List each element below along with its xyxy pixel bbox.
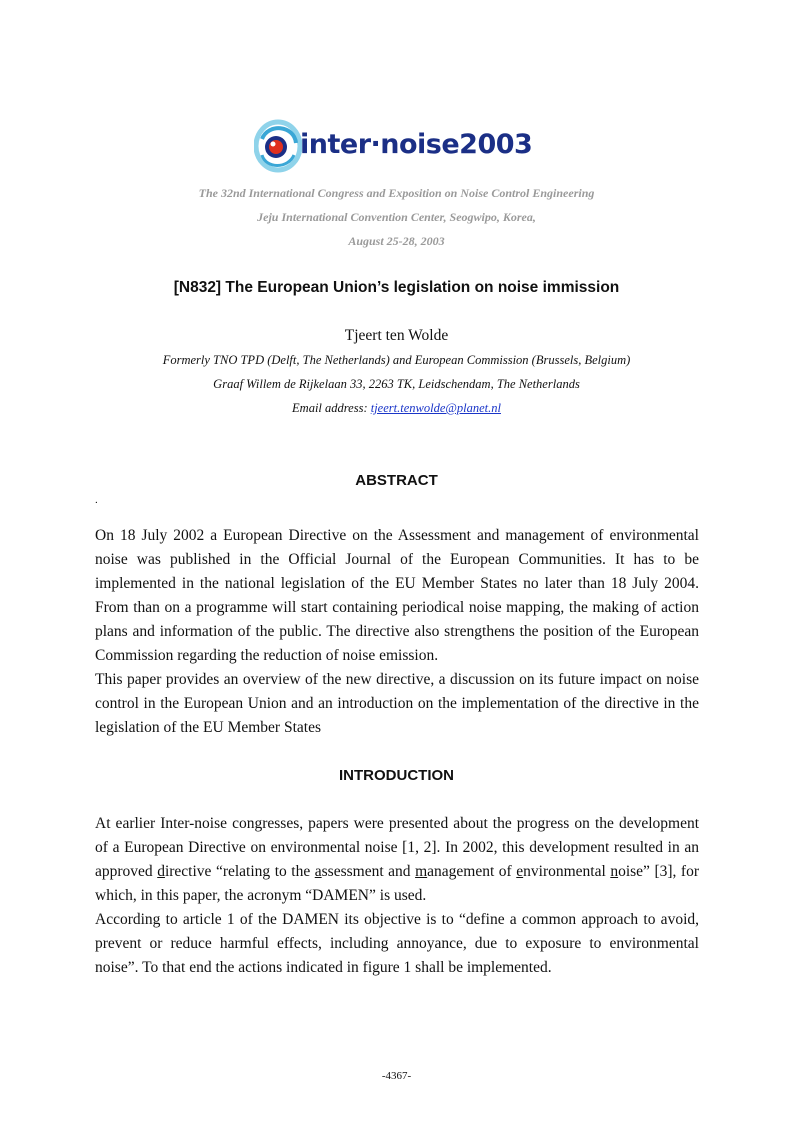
conference-venue: Jeju International Convention Center, Seogwipo, Korea, xyxy=(257,210,536,224)
intro-text-segment: irective “relating to the xyxy=(164,863,315,880)
abstract-paragraph-1: On 18 July 2002 a European Directive on the Assessment and management of environmental noise was published in the Official Journal of the European Communities. It has to be implemented in the national legislation of the EU Member States no later than 18 July 2004. From than on a programme will start containing periodical noise mapping, the making of action plans and information of the public. The directive also strengthens the position of the European Commission regarding the reduction of noise emission. xyxy=(95,527,699,664)
intro-text-segment: nvironmental xyxy=(523,863,611,880)
author-email-line xyxy=(0,401,793,416)
swirl-logo-icon xyxy=(254,119,302,175)
underlined-letter: e xyxy=(516,863,524,880)
author-address: Graaf Willem de Rijkelaan 33, 2263 TK, Leidschendam, The Netherlands xyxy=(213,377,580,391)
intro-text-segment: oise” [3], for which, in this paper, the acronym “DAMEN” is used. xyxy=(95,863,700,904)
introduction-paragraph-2: According to article 1 of the DAMEN its objective is to “define a common approach to avoid, prevent or reduce harmful effects, including annoyance, due to exposure to environmental noise”. To that end the actions indicated in figure 1 shall be implemented. xyxy=(95,911,699,976)
author-affiliation: Formerly TNO TPD (Delft, The Netherlands) and European Commission (Brussels, Belgium) xyxy=(162,353,631,367)
conference-logo xyxy=(254,119,554,175)
paper-title: [N832] The European Union’s legislation on noise immission xyxy=(173,279,620,296)
stray-dot: . xyxy=(95,494,98,506)
logo-text: inter·noise2003 xyxy=(300,129,533,160)
page-number: -4367- xyxy=(381,1070,412,1082)
underlined-letter: m xyxy=(415,863,428,880)
author-name: Tjeert ten Wolde xyxy=(344,327,449,344)
email-link[interactable]: tjeert.tenwolde@planet.nl xyxy=(370,401,501,415)
underlined-letter: a xyxy=(314,863,322,880)
intro-text-segment: ssessment and xyxy=(321,863,416,880)
email-label: Email address: xyxy=(292,401,371,415)
introduction-paragraph-1 xyxy=(95,812,699,908)
underlined-letter: n xyxy=(610,863,619,880)
abstract-heading: ABSTRACT xyxy=(355,472,438,489)
intro-text-segment: At earlier Inter-noise congresses, papers were presented about the progress on the development of a European Directive on environmental noise [1, 2]. In 2002, this development resulted in an approved xyxy=(95,815,699,880)
conference-name: The 32nd International Congress and Exposition on Noise Control Engineering xyxy=(198,186,595,200)
abstract-paragraph-2: This paper provides an overview of the new directive, a discussion on its future impact on noise control in the European Union and an introduction on the implementation of the directive in the legislation of the EU Member States xyxy=(95,671,699,736)
underlined-letter: d xyxy=(157,863,165,880)
intro-text-segment: anagement of xyxy=(427,863,517,880)
conference-date: August 25-28, 2003 xyxy=(348,234,445,248)
introduction-heading: INTRODUCTION xyxy=(339,767,454,784)
